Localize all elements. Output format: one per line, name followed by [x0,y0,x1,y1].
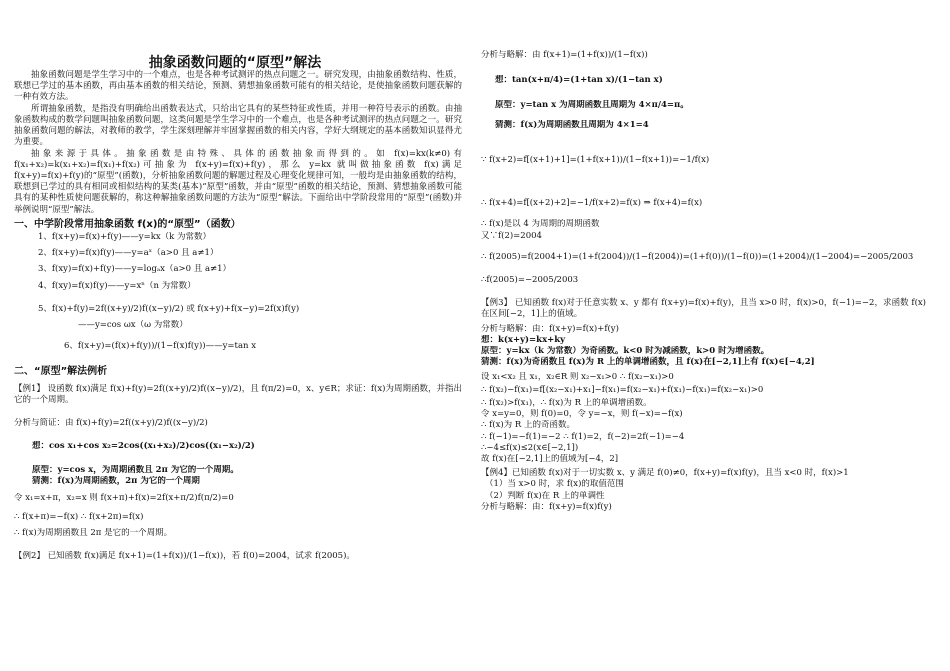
example-1-prototype: 原型：y=cos x，为周期函数且 2π 为它的一个周期。 [32,464,239,475]
section-heading-2: 二、“原型”解法例析 [14,365,108,377]
example-3-step-6: ∴ f(−1)=−f(1)=−2 ∴ f(1)=2，f(−2)=2f(−1)=−4 [481,431,685,442]
example-3-step-3: ∴ f(x₂)>f(x₁)，∴ f(x)为 R 上的单调增函数。 [481,397,652,408]
example-3-step-5: ∴ f(x)为 R 上的奇函数。 [481,420,575,431]
example-3-think: 想：k(x+y)=kx+ky [481,334,566,345]
example-4-part-2: （2）判断 f(x)在 R 上的单调性 [485,490,605,501]
example-2-step-5: ∴ f(2005)=f(2004+1)=(1+f(2004))/(1−f(2004))=(1+f(0))/(1−f(0))=(1+2004)/(1−2004)=−2005/2003 [481,251,914,262]
right-column [481,50,926,513]
formula-2: 2、f(x+y)=f(x)f(y)——y=aˣ（a>0 且 a≠1） [38,248,219,259]
example-3-conclusion: 故 f(x)在[−2,1]上的值域为[−4，2] [481,454,619,465]
example-1-guess: 猜测：f(x)为周期函数，2π 为它的一个周期 [32,475,200,486]
example-2-analysis: 分析与略解：由 f(x+1)=(1+f(x))/(1−f(x)) [481,50,648,60]
example-3-statement: 【例3】 已知函数 f(x)对于任意实数 x、y 都有 f(x+y)=f(x)+f(y)，且当 x>0 时，f(x)>0，f(−1)=−2，求函数 f(x)在区间[−2，1]上的值域。 [481,298,926,320]
left-column [14,70,462,562]
example-2-think: 想：tan(x+π/4)=(1+tan x)/(1−tan x) [495,75,663,86]
example-2-step-2: ∴ f(x+4)=f[(x+2)+2]=−1/f(x+2)=f(x) ⇒ f(x+4)=f(x) [481,198,703,209]
example-2-step-3: ∴ f(x)是以 4 为周期的周期函数 [481,219,600,230]
example-2-step-4: 又∵f(2)=2004 [481,230,542,241]
example-1-analysis: 分析与简证：由 f(x)+f(y)=2f((x+y)/2)f((x−y)/2) [14,418,208,429]
example-1-think: 想：cos x₁+cos x₂=2cos((x₁+x₂)/2)cos((x₁−x₂)/2) [32,441,255,452]
formula-3: 3、f(xy)=f(x)+f(y)——y=logₐx（a>0 且 a≠1） [38,264,232,275]
example-3-step-1: 设 x₁<x₂ 且 x₁，x₂∈R 则 x₂−x₁>0 ∴ f(x₂−x₁)>0 [481,371,674,382]
example-3-analysis: 分析与略解：由：f(x+y)=f(x)+f(y) [481,323,619,334]
formula-6: 6、f(x+y)=(f(x)+f(y))/(1−f(x)f(y))——y=tan x [64,341,256,352]
example-3-step-4: 令 x=y=0，则 f(0)=0，令 y=−x，则 f(−x)=−f(x) [481,409,683,420]
example-2-statement: 【例2】 已知函数 f(x)满足 f(x+1)=(1+f(x))/(1−f(x))，若 f(0)=2004，试求 f(2005)。 [14,550,355,561]
example-3-step-7: ∴−4≤f(x)≤2(x∈[−2,1]) [481,442,579,453]
formula-4: 4、f(xy)=f(x)f(y)——y=xⁿ（n 为常数） [38,280,196,291]
example-3-prototype: 原型：y=kx（k 为常数）为奇函数。k<0 时为减函数，k>0 时为增函数。 [481,346,770,357]
example-3-guess: 猜测：f(x)为奇函数且 f(x)为 R 上的单调增函数，且 f(x)在[−2,1]上有 f(x)∈[−4,2] [481,357,815,368]
intro-paragraph-1: 抽象函数问题是学生学习中的一个难点，也是各种考试测评的热点问题之一。研究发现，由抽象函数结构、性质，联想已学过的基本函数，再由基本函数的相关结论，预测、猜想抽象函数可能有的相关结论，是使抽象函数问题获解的一种有效方法。 [14,70,462,103]
example-2-step-1: ∵ f(x+2)=f[(x+1)+1]=(1+f(x+1))/(1−f(x+1))=−1/f(x) [481,154,710,165]
example-2-prototype: 原型：y=tan x 为周期函数且周期为 4×π/4=π。 [495,100,689,111]
example-1-step-2: ∴ f(x+π)=−f(x) ∴ f(x+2π)=f(x) [14,512,144,523]
example-4-part-1: （1）当 x>0 时，求 f(x)的取值范围 [485,479,624,490]
section-heading-1: 一、中学阶段常用抽象函数 f(x)的“原型”（函数） [14,218,241,230]
example-1-statement: 【例1】 设函数 f(x)满足 f(x)+f(y)=2f((x+y)/2)f((x−y)/2)，且 f(π/2)=0，x、y∈R；求证：f(x)为周期函数，并指出它的一个周期。 [14,383,462,405]
example-2-answer: ∴f(2005)=−2005/2003 [481,274,579,285]
example-2-guess: 猜测：f(x)为周期函数且周期为 4×1=4 [495,119,649,130]
document-title: 抽象函数问题的“原型”解法 [148,55,322,71]
formula-1: 1、f(x+y)=f(x)+f(y)——y=kx（k 为常数） [38,232,212,243]
formula-5: 5、f(x)+f(y)=2f((x+y)/2)f((x−y)/2) 或 f(x+y)+f(x−y)=2f(x)f(y) [38,303,300,314]
example-3-step-2: ∴ f(x₂)−f(x₁)=f[(x₂−x₁)+x₁]−f(x₁)=f(x₂−x₁)+f(x₁)−f(x₁)=f(x₂−x₁)>0 [481,384,764,395]
example-4-statement: 【例4】已知函数 f(x)对于一切实数 x、y 满足 f(0)≠0，f(x+y)=f(x)f(y)，且当 x<0 时，f(x)>1 [481,468,849,479]
intro-paragraph-2: 所谓抽象函数，是指没有明确给出函数表达式，只给出它具有的某些特征或性质，并用一种符号表示的函数。由抽象函数构成的数学问题叫抽象函数问题，这类问题是学生学习中的一个难点，也是各种考试测评的热点问题之一。研究抽象函数问题的解法，对教师的教学，学生深刻理解并牢固掌握函数的相关内容，学好大纲规定的基本函数知识显得尤为重要。 [14,103,462,148]
example-1-conclusion: ∴ f(x)为周期函数且 2π 是它的一个周期。 [14,527,173,538]
example-4-analysis: 分析与略解：由：f(x+y)=f(x)f(y) [481,501,612,512]
intro-paragraph-3: 抽象来源于具体。抽象函数是由特殊、具体的函数抽象而得到的。如 f(x)=kx(k≠0)有 f(x₁+x₂)=k(x₁+x₂)=f(x₁)+f(x₂)可抽象为 f(x+y)=f(x)+f(y)，那么 y=kx 就叫做抽象函数 f(x)满足 f(x+y)=f(x)+f(y)的“原型”(函数)，分析抽象函数问题的解题过程及心理变化规律可知，一般均是由抽象函数的结构，联想到已学过的具有相同或相似结构的某类(基本)“原型”函数，并由“原型”函数的相关结论，预测、猜想抽象函数可能具有的某种性质使问题获解的，称这种解抽象函数问题的方法为“原型”解法。下面给出中学阶段常用的“原型”(函数)并举例说明“原型”解法。 [14,148,462,215]
example-1-step-1: 令 x₁=x+π，x₂=x 则 f(x+π)+f(x)=2f(x+π/2)f(π/2)=0 [14,493,234,504]
formula-5-prototype: ——y=cos ωx（ω 为常数） [78,320,188,331]
